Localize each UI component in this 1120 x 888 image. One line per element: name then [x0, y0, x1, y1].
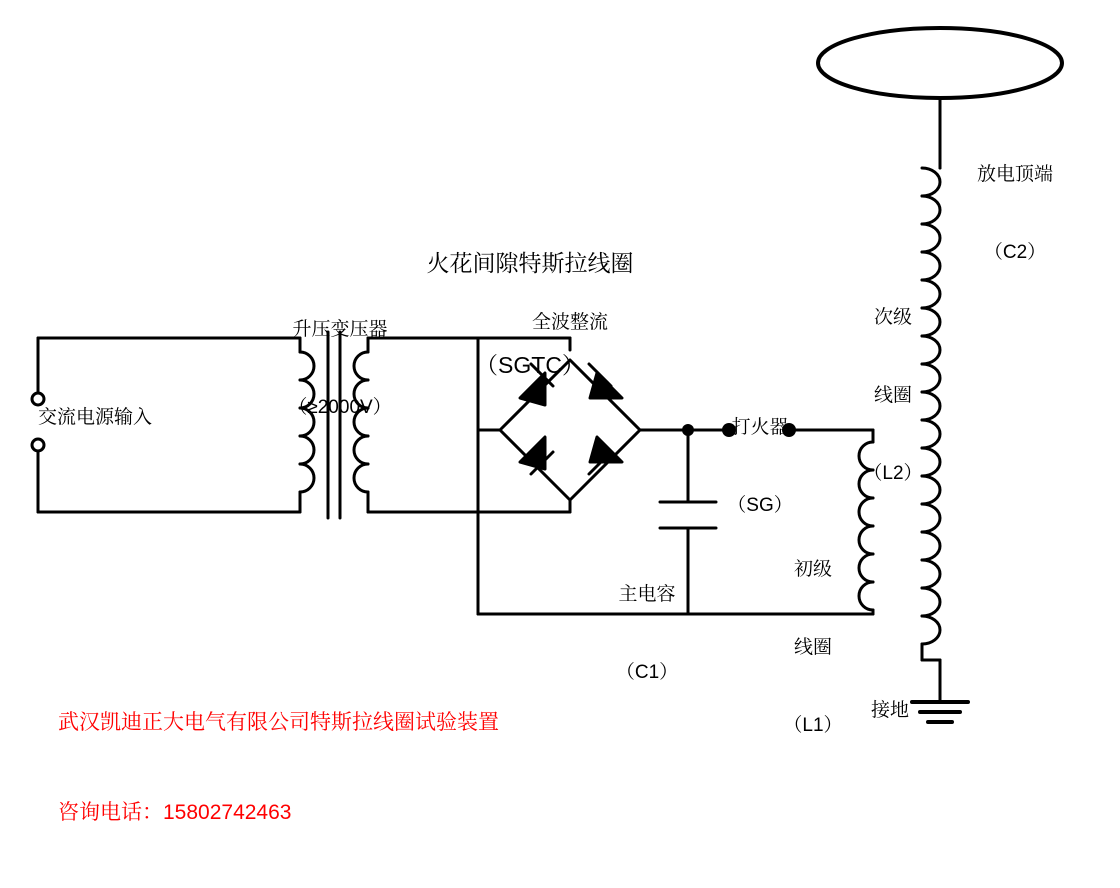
company-watermark: [58, 648, 499, 888]
label-primary-coil: [768, 505, 858, 791]
watermark-line1: 武汉凯迪正大电气有限公司特斯拉线圈试验装置: [58, 711, 499, 734]
diagram-title-line2: （SGTC）: [475, 352, 585, 378]
label-main-cap-line2: （C1）: [615, 662, 679, 683]
label-transformer-line2: （≥2000V）: [288, 397, 392, 418]
label-secondary-coil-line1: 次级: [873, 307, 912, 328]
label-main-capacitor: [592, 530, 702, 738]
label-spark-gap-line2: （SG）: [727, 495, 793, 516]
label-ground: 接地: [870, 700, 909, 721]
label-secondary-coil-line3: （L2）: [863, 463, 923, 484]
label-primary-coil-line2: 线圈: [793, 637, 832, 658]
label-step-up-transformer: [250, 265, 430, 473]
label-main-cap-line1: 主电容: [618, 584, 676, 605]
label-toroid-line1: 放电顶端: [976, 164, 1053, 185]
label-secondary-coil-line2: 线圈: [873, 385, 912, 406]
watermark-line2: 咨询电话：15802742463: [58, 801, 292, 824]
label-primary-coil-line1: 初级: [793, 559, 832, 580]
label-secondary-coil: [848, 253, 938, 539]
label-primary-coil-line3: （L1）: [783, 715, 843, 736]
label-transformer-line1: 升压变压器: [292, 319, 388, 340]
label-spark-gap-line1: 打火器: [731, 417, 789, 438]
label-full-wave-rectifier: 全波整流: [531, 312, 608, 333]
label-toroid-line2: （C2）: [983, 242, 1047, 263]
label-toroid: [950, 110, 1080, 318]
diagram-title-line1: 火花间隙特斯拉线圈: [426, 250, 634, 276]
label-ac-input: 交流电源输入: [38, 407, 153, 428]
toroid-top-load: [818, 28, 1062, 98]
